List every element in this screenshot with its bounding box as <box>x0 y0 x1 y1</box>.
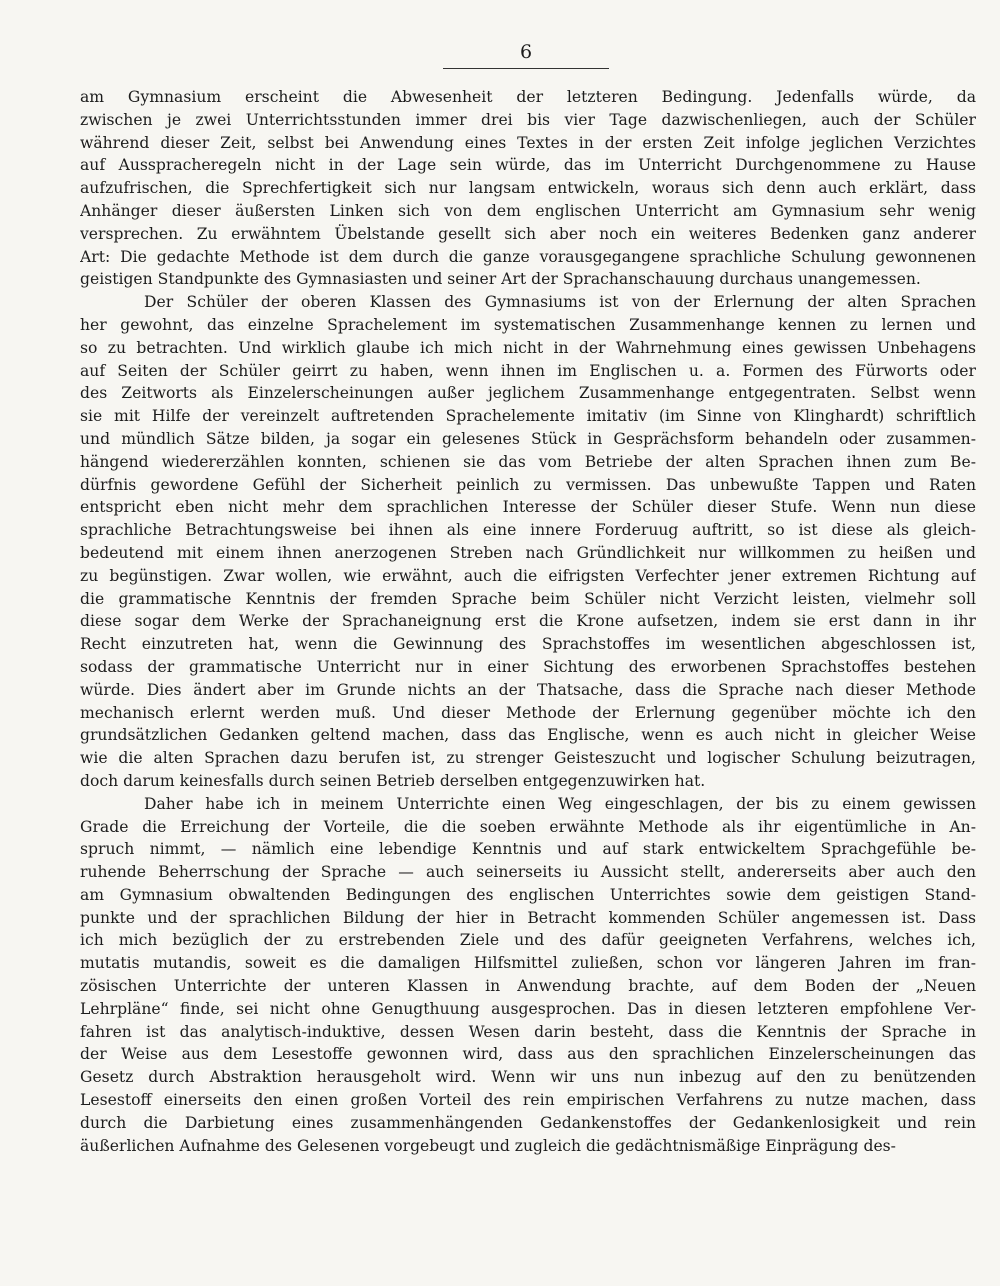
text-line: würde. Dies ändert aber im Grunde nichts an der Thatsache, dass die Sprache nach dieser Methode <box>80 680 976 699</box>
paragraph <box>80 793 976 1158</box>
paragraph <box>80 86 976 291</box>
body-text <box>80 86 976 1157</box>
text-line: versprechen. Zu erwähntem Übelstande gesellt sich aber noch ein weiteres Bedenken ganz anderer <box>80 224 976 243</box>
text-line: zu begünstigen. Zwar wollen, wie erwähnt, auch die eifrigsten Verfechter jener extremen Richtung auf <box>80 566 976 585</box>
page-number: 6 <box>519 41 533 63</box>
text-line: dürfnis gewordene Gefühl der Sicherheit peinlich zu vermissen. Das unbewußte Tappen und Raten <box>80 475 976 494</box>
text-line: auf Seiten der Schüler geirrt zu haben, wenn ihnen im Englischen u. a. Formen des Fürworts oder <box>80 361 976 380</box>
text-line: auf Ausspracheregeln nicht in der Lage sein würde, das im Unterricht Durchgenommene zu Hause <box>80 156 976 175</box>
text-line: zösischen Unterrichte der unteren Klassen in Anwendung brachte, auf dem Boden der „Neuen <box>80 977 976 996</box>
text-line: Recht einzutreten hat, wenn die Gewinnung des Sprachstoffes im wesentlichen abgeschlossen ist, <box>80 635 976 654</box>
text-line: fahren ist das analytisch-induktive, dessen Wesen darin besteht, dass die Kenntnis der Sprache in <box>80 1022 976 1041</box>
text-line: der Weise aus dem Lesestoffe gewonnen wird, dass aus den sprachlichen Einzelerscheinungen das <box>80 1045 976 1064</box>
header-rule <box>443 68 609 69</box>
text-line: zwischen je zwei Unterrichtsstunden immer drei bis vier Tage dazwischenliegen, auch der Schüler <box>80 110 976 129</box>
text-line: ruhende Beherrschung der Sprache — auch seinerseits iu Aussicht stellt, andererseits aber auch den <box>80 863 976 882</box>
text-line: und mündlich Sätze bilden, ja sogar ein gelesenes Stück in Gesprächsform behandeln oder zusammen- <box>80 429 976 448</box>
text-line: Art: Die gedachte Methode ist dem durch die ganze vorausgegangene sprachliche Schulung gewonnenen <box>80 247 976 266</box>
text-line: bedeutend mit einem ihnen anerzogenen Streben nach Gründlichkeit nur willkommen zu heißen und <box>80 543 976 562</box>
text-line: hängend wiedererzählen konnten, schienen sie das vom Betriebe der alten Sprachen ihnen zum Be- <box>80 452 976 471</box>
text-line: wie die alten Sprachen dazu berufen ist, zu strenger Geisteszucht und logischer Schulung beizutragen, <box>80 749 976 768</box>
text-line: Grade die Erreichung der Vorteile, die die soeben erwähnte Methode als ihr eigentümliche in An- <box>80 817 976 836</box>
text-line: Daher habe ich in meinem Unterrichte einen Weg eingeschlagen, der bis zu einem gewissen <box>144 794 976 813</box>
text-line: so zu betrachten. Und wirklich glaube ich mich nicht in der Wahrnehmung eines gewissen Unbehagens <box>80 338 976 357</box>
text-line: Gesetz durch Abstraktion herausgeholt wird. Wenn wir uns nun inbezug auf den zu benützenden <box>80 1068 976 1087</box>
text-line: Anhänger dieser äußersten Linken sich von dem englischen Unterricht am Gymnasium sehr wenig <box>80 201 976 220</box>
text-line: her gewohnt, das einzelne Sprachelement im systematischen Zusammenhange kennen zu lernen und <box>80 315 976 334</box>
text-line: geistigen Standpunkte des Gymnasiasten und seiner Art der Sprachanschauung durchaus unangemessen. <box>80 270 921 289</box>
text-line: spruch nimmt, — nämlich eine lebendige Kenntnis und auf stark entwickeltem Sprachgefühle be- <box>80 840 976 859</box>
text-line: während dieser Zeit, selbst bei Anwendung eines Textes in der ersten Zeit infolge jeglichen Verzichtes <box>80 133 976 152</box>
text-line: Der Schüler der oberen Klassen des Gymnasiums ist von der Erlernung der alten Sprachen <box>144 293 976 312</box>
text-line: Lesestoff einerseits den einen großen Vorteil des rein empirischen Verfahrens zu nutze machen, dass <box>80 1091 976 1110</box>
text-line: sprachliche Betrachtungsweise bei ihnen als eine innere Forderuug auftritt, so ist diese als gleich- <box>80 521 976 540</box>
text-line: sie mit Hilfe der vereinzelt auftretenden Sprachelemente imitativ (im Sinne von Klinghardt) schriftlich <box>80 407 976 426</box>
text-line: sodass der grammatische Unterricht nur in einer Sichtung des erworbenen Sprachstoffes bestehen <box>80 657 976 676</box>
text-line: Lehrpläne“ finde, sei nicht ohne Genugthuung ausgesprochen. Das in diesen letzteren empfohlene Ver- <box>80 999 976 1018</box>
text-line: entspricht eben nicht mehr dem sprachlichen Interesse der Schüler dieser Stufe. Wenn nun diese <box>80 498 976 517</box>
text-line: des Zeitworts als Einzelerscheinungen außer jeglichem Zusammenhange entgegentraten. Selbst wenn <box>80 384 976 403</box>
text-line: durch die Darbietung eines zusammenhängenden Gedankenstoffes der Gedankenlosigkeit und rein <box>80 1113 976 1132</box>
paragraph <box>80 291 976 793</box>
text-line: am Gymnasium obwaltenden Bedingungen des englischen Unterrichtes sowie dem geistigen Stand- <box>80 885 976 904</box>
text-line: äußerlichen Aufnahme des Gelesenen vorgebeugt und zugleich die gedächtnismäßige Einprägung des- <box>80 1136 896 1155</box>
text-line: am Gymnasium erscheint die Abwesenheit der letzteren Bedingung. Jedenfalls würde, da <box>80 88 976 106</box>
text-line: punkte und der sprachlichen Bildung der hier in Betracht kommenden Schüler angemessen ist. Dass <box>80 908 976 927</box>
text-line: diese sogar dem Werke der Sprachaneignung erst die Krone aufsetzen, indem sie erst dann in ihr <box>80 612 976 631</box>
text-line: ich mich bezüglich der zu erstrebenden Ziele und des dafür geeigneten Verfahrens, welches ich, <box>80 931 976 950</box>
text-line: mutatis mutandis, soweit es die damaligen Hilfsmittel zuließen, schon vor längeren Jahren im fran- <box>80 954 976 973</box>
text-line: mechanisch erlernt werden muß. Und dieser Methode der Erlernung gegenüber möchte ich den <box>80 703 976 722</box>
text-line: aufzufrischen, die Sprechfertigkeit sich nur langsam entwickeln, woraus sich denn auch erklärt, dass <box>80 179 976 198</box>
text-line: doch darum keinesfalls durch seinen Betrieb derselben entgegenzuwirken hat. <box>80 771 706 790</box>
text-line: grundsätzlichen Gedanken geltend machen, dass das Englische, wenn es auch nicht in gleicher Weise <box>80 726 976 745</box>
text-line: die grammatische Kenntnis der fremden Sprache beim Schüler nicht Verzicht leisten, vielmehr soll <box>80 589 976 608</box>
